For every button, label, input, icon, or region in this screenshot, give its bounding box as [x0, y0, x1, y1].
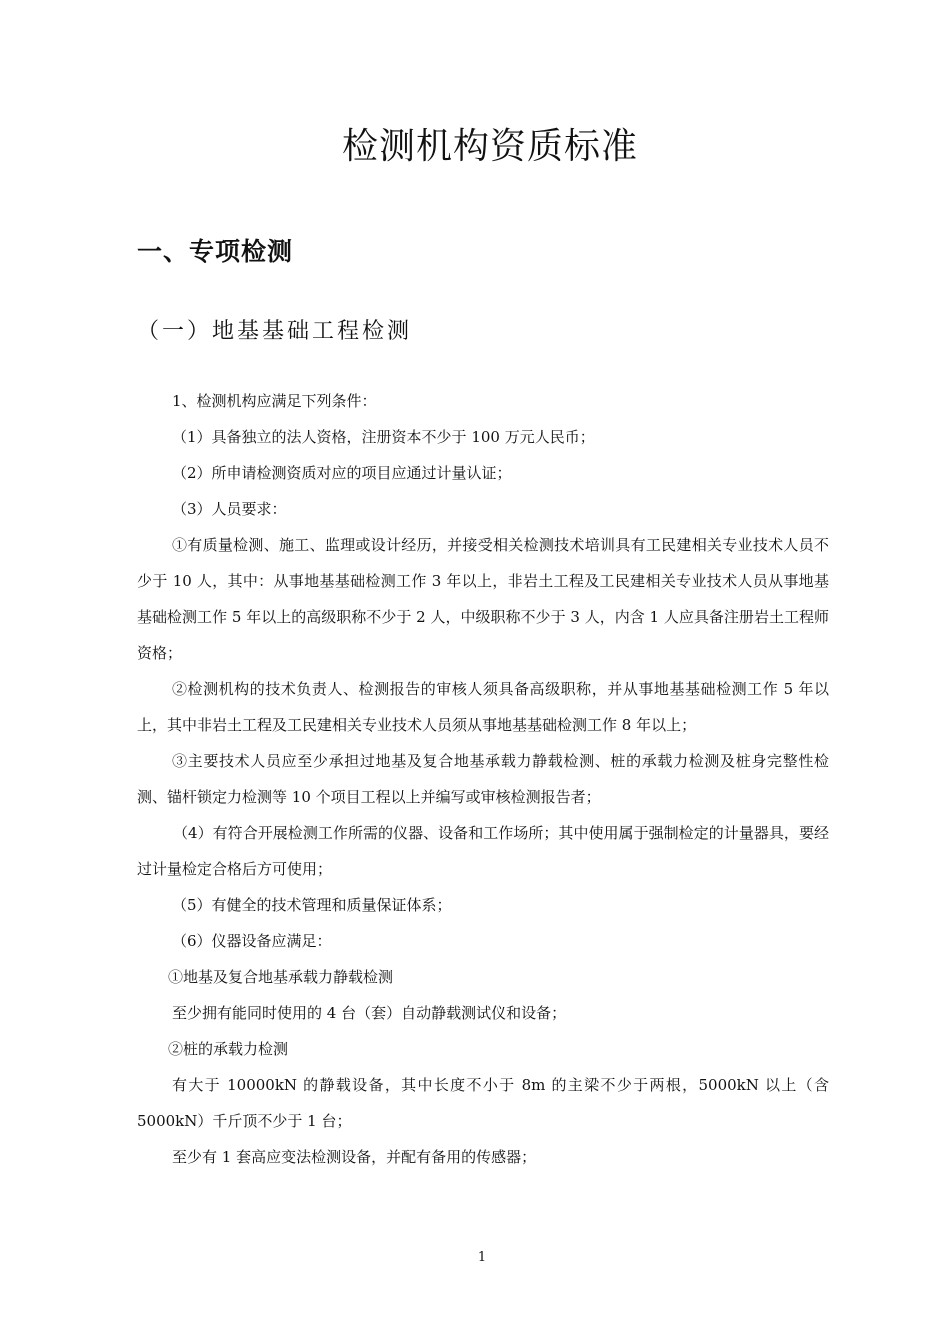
subsection-heading: （一）地基基础工程检测	[137, 319, 413, 344]
paragraph: ①有质量检测、施工、监理或设计经历，并接受相关检测技术培训具有工民建相关专业技术人员不少于 10 人，其中：从事地基基础检测工作 3 年以上，非岩土工程及工民建相关专业技术人员从事地基基础检测工作 5 年以上的高级职称不少于 2 人，中级职称不少于 3 人，内含 1 人应具备注册岩土工程师资格；	[137, 536, 829, 662]
paragraph: （3）人员要求：	[172, 500, 287, 518]
paragraph: 1、检测机构应满足下列条件：	[172, 392, 377, 410]
paragraph: （5）有健全的技术管理和质量保证体系；	[172, 896, 452, 914]
paragraph: （6）仪器设备应满足：	[172, 932, 332, 950]
paragraph: 至少拥有能同时使用的 4 台（套）自动静载测试仪和设备；	[172, 1004, 567, 1022]
paragraph: ②检测机构的技术负责人、检测报告的审核人须具备高级职称，并从事地基基础检测工作 5 年以上，其中非岩土工程及工民建相关专业技术人员须从事地基基础检测工作 8 年以上；	[137, 680, 829, 734]
document-body	[137, 383, 829, 1175]
page-number: 1	[477, 1250, 487, 1265]
paragraph: 至少有 1 套高应变法检测设备，并配有备用的传感器；	[172, 1148, 537, 1166]
paragraph: 有大于 10000kN 的静载设备，其中长度不小于 8m 的主梁不少于两根，5000kN 以上（含 5000kN）千斤顶不少于 1 台；	[137, 1076, 829, 1130]
paragraph: ①地基及复合地基承载力静载检测	[168, 968, 394, 986]
paragraph: ②桩的承载力检测	[168, 1040, 289, 1058]
paragraph: （4）有符合开展检测工作所需的仪器、设备和工作场所；其中使用属于强制检定的计量器具，要经过计量检定合格后方可使用；	[137, 824, 829, 878]
paragraph: ③主要技术人员应至少承担过地基及复合地基承载力静载检测、桩的承载力检测及桩身完整性检测、锚杆锁定力检测等 10 个项目工程以上并编写或审核检测报告者；	[137, 752, 829, 806]
document-title: 检测机构资质标准	[341, 126, 638, 167]
paragraph: （1）具备独立的法人资格，注册资本不少于 100 万元人民币；	[172, 428, 595, 446]
paragraph: （2）所申请检测资质对应的项目应通过计量认证；	[172, 464, 512, 482]
section-heading: 一、专项检测	[137, 237, 294, 266]
